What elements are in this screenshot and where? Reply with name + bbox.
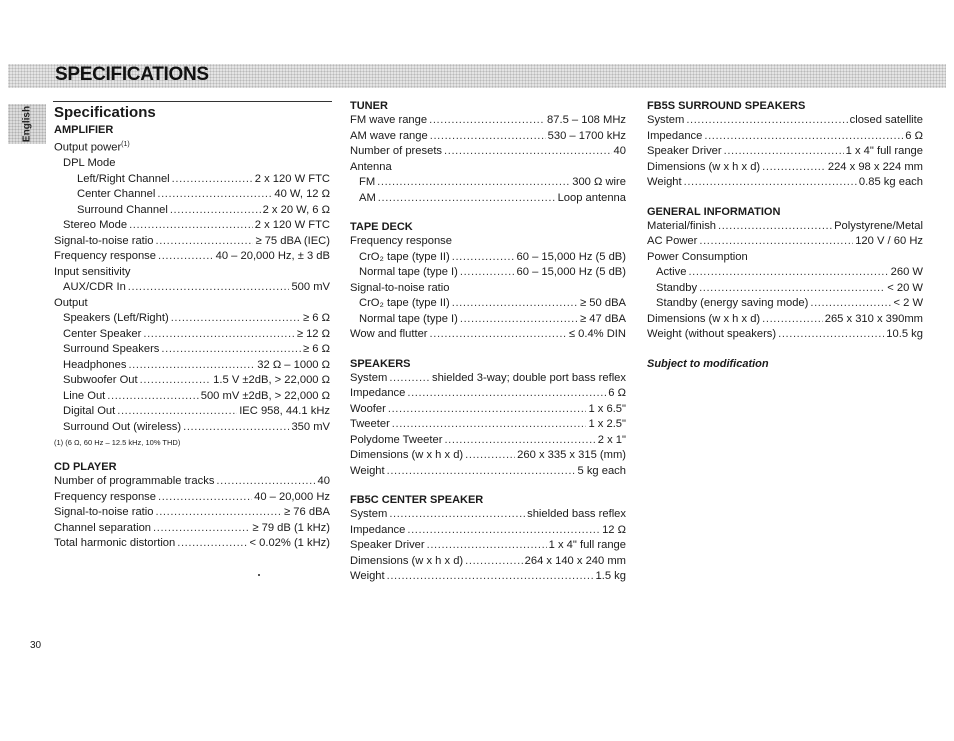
spec-label: System (350, 508, 388, 520)
spec-value: ≥ 6 Ω (303, 312, 330, 325)
spec-value: 87.5 – 108 MHz (547, 114, 626, 126)
spec-value: 2 x 20 W, 6 Ω (262, 203, 330, 216)
spec-label: Surround Channel (77, 203, 168, 216)
dot-leader (107, 389, 198, 405)
spec-label: System (350, 371, 388, 384)
spec-label: Standby (656, 281, 698, 294)
column-2 (350, 99, 626, 585)
spec-label: CrO₂ tape (type II) (359, 297, 450, 309)
spec-row-tweeter (350, 417, 626, 433)
spec-label: Speaker Driver (350, 539, 425, 551)
spec-row-tracks (54, 474, 330, 490)
spec-row-center-weight (350, 569, 626, 585)
spec-value: 260 x 335 x 315 (mm) (517, 449, 626, 461)
spec-row-speakers-lr (54, 311, 330, 327)
spec-value: ≥ 76 dBA (284, 506, 330, 519)
spec-row-frequency (54, 249, 330, 265)
spec-value: shielded 3-way; double port bass reflex (431, 371, 626, 384)
dot-leader (161, 342, 301, 358)
spec-row-ac-power (647, 234, 923, 250)
dot-leader (378, 191, 556, 207)
spec-value: 1.5 V ±2dB, > 22,000 Ω (213, 374, 330, 387)
spec-value: 260 W (890, 266, 923, 278)
spec-value: Loop antenna (557, 191, 626, 204)
spec-label: Total harmonic distortion (54, 537, 176, 550)
dot-leader (128, 280, 290, 296)
spec-row-line-out (54, 389, 330, 405)
spec-row-center-speaker (54, 327, 330, 343)
spec-value: 5 kg each (577, 464, 626, 477)
spec-label: Speaker Driver (647, 145, 722, 157)
spec-label: Signal-to-noise ratio (54, 506, 154, 519)
spec-label: Wow and flutter (350, 328, 428, 340)
dot-leader (128, 358, 255, 374)
spec-value: < 2 W (893, 297, 923, 309)
dot-leader (778, 327, 884, 343)
dot-leader (389, 507, 525, 523)
spec-value: 300 Ω wire (572, 176, 626, 188)
modification-note: Subject to modification (647, 357, 769, 370)
spec-value: shielded bass reflex (527, 508, 626, 520)
spec-row-polydome (350, 433, 626, 449)
dot-leader (429, 113, 545, 129)
dot-leader (460, 312, 578, 328)
spec-label: Center Speaker (63, 327, 142, 340)
spec-value: 6 Ω (608, 387, 626, 399)
spec-row-am-antenna (350, 191, 626, 207)
dot-leader (392, 417, 587, 433)
dot-leader (699, 234, 853, 250)
spec-row-surround-channel (54, 203, 330, 219)
spec-row-speaker-impedance (350, 386, 626, 402)
spec-value: 530 – 1700 kHz (547, 129, 626, 142)
spec-row-surround-driver (647, 144, 923, 160)
spec-row-center-impedance (350, 523, 626, 539)
dot-leader (704, 129, 903, 145)
spec-row-am-range (350, 129, 626, 145)
spec-label: Number of programmable tracks (54, 475, 215, 488)
spec-row-standby (647, 281, 923, 297)
spec-value: closed satellite (849, 114, 923, 126)
spec-row-surround-speakers (54, 342, 330, 358)
spec-label: Headphones (63, 358, 127, 371)
spec-label: AUX/CDR In (63, 281, 126, 294)
spec-label: Woofer (350, 402, 386, 415)
spec-value: 120 V / 60 Hz (855, 235, 923, 247)
general-info-heading: GENERAL INFORMATION (647, 205, 781, 218)
spec-row-subwoofer (54, 373, 330, 389)
spec-label: FM wave range (350, 114, 428, 126)
dot-leader (143, 327, 294, 343)
spec-row-center-system (350, 507, 626, 523)
spec-row-center-driver (350, 538, 626, 554)
spec-row-surround-weight (647, 175, 923, 191)
section-gap (350, 343, 626, 357)
spec-row-speaker-system (350, 371, 626, 387)
column-3 (647, 99, 923, 372)
spec-label: AC Power (647, 235, 698, 247)
dot-leader (810, 296, 891, 312)
dot-leader (158, 490, 252, 506)
spec-value: 1.5 kg (595, 570, 626, 582)
spec-row-active (647, 265, 923, 281)
dot-leader (158, 249, 214, 265)
spec-value: 40 – 20,000 Hz, ± 3 dB (215, 250, 330, 263)
spec-value: ≥ 47 dBA (580, 312, 626, 325)
heading-rule (53, 101, 332, 102)
cd-player-heading: CD PLAYER (54, 461, 117, 474)
section-gap (647, 343, 923, 357)
spec-label: Surround Out (wireless) (63, 420, 182, 433)
spec-value: 12 Ω (602, 523, 626, 536)
spec-label: Stereo Mode (63, 219, 128, 232)
column-1 (54, 103, 330, 552)
spec-label: AM (359, 191, 376, 204)
spec-value: ≥ 79 dB (1 kHz) (252, 521, 330, 534)
spec-row-fm-antenna (350, 175, 626, 191)
dot-leader (117, 404, 237, 420)
input-sensitivity-label: Input sensitivity (54, 265, 131, 278)
spec-label: Material/finish (647, 219, 717, 232)
dot-leader (460, 265, 515, 281)
page-heading: Specifications (54, 104, 156, 121)
dot-leader (699, 281, 885, 297)
spec-value: IEC 958, 44.1 kHz (239, 405, 330, 418)
stray-dot (258, 574, 260, 576)
dot-leader (684, 175, 857, 191)
dot-leader (170, 203, 261, 219)
spec-value: 10.5 kg (886, 328, 923, 340)
spec-value: < 0.02% (1 kHz) (249, 537, 330, 550)
output-power-label (54, 137, 330, 156)
dot-leader (389, 371, 430, 387)
dot-leader (762, 160, 826, 176)
dot-leader (718, 219, 832, 235)
spec-label: Impedance (647, 129, 703, 142)
spec-value: 500 mV (291, 281, 330, 294)
dot-leader (444, 144, 612, 160)
spec-row-presets (350, 144, 626, 160)
spec-row-general-dimensions (647, 312, 923, 328)
spec-row-digital-out (54, 404, 330, 420)
spec-row-cro2-frequency (350, 250, 626, 266)
page-number: 30 (30, 640, 42, 651)
power-consumption-label: Power Consumption (647, 250, 748, 263)
spec-value: 1 x 4" full range (845, 145, 923, 157)
footnote: (1) (6 Ω, 60 Hz – 12.5 kHz, 10% THD) (54, 438, 181, 448)
spec-row-material (647, 219, 923, 235)
spec-value: ≤ 0.4% DIN (568, 328, 626, 340)
output-power-text: Output power (54, 141, 122, 154)
spec-label: Channel separation (54, 521, 152, 534)
spec-row-center-channel (54, 187, 330, 203)
dot-leader (156, 505, 283, 521)
dot-leader (177, 536, 247, 552)
dot-leader (153, 521, 250, 537)
dot-leader (430, 129, 546, 145)
dot-leader (156, 234, 254, 250)
spec-label: Weight (without speakers) (647, 328, 777, 340)
center-speaker-heading: FB5C CENTER SPEAKER (350, 494, 484, 506)
dot-leader (140, 373, 212, 389)
spec-value: 32 Ω – 1000 Ω (257, 358, 330, 371)
spec-value: 350 mV (291, 420, 330, 433)
spec-row-speaker-weight (350, 464, 626, 480)
dot-leader (172, 172, 253, 188)
spec-row-center-dimensions (350, 554, 626, 570)
spec-value: 0.85 kg each (858, 176, 923, 188)
dot-leader (465, 448, 515, 464)
dot-leader (688, 265, 888, 281)
spec-row-headphones (54, 358, 330, 374)
spec-label: FM (359, 176, 376, 188)
dot-leader (430, 327, 567, 343)
tape-deck-heading: TAPE DECK (350, 221, 413, 233)
dot-leader (465, 554, 522, 570)
spec-value: < 20 W (887, 281, 923, 294)
spec-row-aux (54, 280, 330, 296)
spec-row-standby-eco (647, 296, 923, 312)
spec-label: Frequency response (54, 250, 156, 263)
spec-label: Dimensions (w x h x d) (647, 160, 761, 173)
spec-row-cd-frequency (54, 490, 330, 506)
dot-leader (157, 187, 272, 203)
dpl-mode-label: DPL Mode (63, 157, 116, 170)
spec-label: Standby (energy saving mode) (656, 297, 809, 309)
dot-leader (407, 523, 600, 539)
tape-frequency-label: Frequency response (350, 235, 452, 247)
spec-row-thd (54, 536, 330, 552)
spec-row-snr (54, 234, 330, 250)
spec-value: 500 mV ±2dB, > 22,000 Ω (200, 389, 330, 402)
spec-row-cro2-snr (350, 296, 626, 312)
antenna-label: Antenna (350, 160, 392, 173)
spec-value: Polystyrene/Metal (834, 219, 923, 232)
spec-label: Normal tape (type I) (359, 312, 458, 325)
spec-value: 40 (613, 145, 626, 157)
spec-value: 264 x 140 x 240 mm (524, 554, 626, 567)
language-tab-label: English (21, 105, 33, 143)
spec-label: Subwoofer Out (63, 374, 138, 387)
dot-leader (387, 464, 576, 480)
spec-value: 60 – 15,000 Hz (5 dB) (516, 250, 626, 263)
spec-label: Left/Right Channel (77, 172, 170, 185)
dot-leader (724, 144, 844, 160)
amplifier-heading: AMPLIFIER (54, 124, 114, 136)
spec-label: Dimensions (w x h x d) (350, 554, 464, 567)
spec-value: 40 – 20,000 Hz (254, 490, 330, 503)
spec-label: Polydome Tweeter (350, 433, 443, 446)
dot-leader (387, 569, 594, 585)
spec-value: ≥ 75 dBA (IEC) (255, 234, 330, 247)
spec-value: 1 x 4" full range (548, 539, 626, 551)
spec-label: Line Out (63, 389, 106, 402)
spec-label: Signal-to-noise ratio (54, 234, 154, 247)
dot-leader (452, 250, 515, 266)
dot-leader (444, 433, 595, 449)
spec-row-surround-wireless (54, 420, 330, 436)
spec-value: 1 x 6.5" (588, 402, 626, 415)
spec-label: Impedance (350, 387, 406, 399)
dot-leader (762, 312, 823, 328)
spec-label: Impedance (350, 523, 406, 536)
spec-value: ≥ 12 Ω (296, 327, 330, 340)
dot-leader (171, 311, 301, 327)
spec-value: 6 Ω (905, 129, 923, 142)
spec-label: Active (656, 266, 687, 278)
spec-value: 2 x 1" (597, 433, 626, 446)
spec-row-general-weight (647, 327, 923, 343)
spec-row-speaker-dimensions (350, 448, 626, 464)
spec-value: 2 x 120 W FTC (254, 172, 330, 185)
spec-label: Weight (350, 570, 385, 582)
spec-row-cd-snr (54, 505, 330, 521)
dot-leader (388, 402, 587, 418)
section-gap (54, 450, 330, 460)
section-gap (350, 479, 626, 493)
spec-row-channel-separation (54, 521, 330, 537)
spec-label: CrO₂ tape (type II) (359, 250, 450, 263)
spec-label: Weight (647, 176, 682, 188)
spec-label: Surround Speakers (63, 343, 160, 356)
banner-title: SPECIFICATIONS (55, 64, 209, 85)
output-label: Output (54, 296, 88, 309)
spec-label: AM wave range (350, 129, 428, 142)
spec-row-stereo-mode (54, 218, 330, 234)
spec-label: Dimensions (w x h x d) (350, 449, 464, 461)
spec-label: Tweeter (350, 418, 390, 430)
spec-label: Weight (350, 464, 385, 477)
spec-row-left-right (54, 172, 330, 188)
spec-value: ≥ 50 dBA (580, 297, 626, 309)
spec-row-surround-dimensions (647, 160, 923, 176)
spec-row-surround-impedance (647, 129, 923, 145)
dot-leader (183, 420, 289, 436)
dot-leader (427, 538, 547, 554)
spec-label: Digital Out (63, 405, 116, 418)
tape-snr-label: Signal-to-noise ratio (350, 281, 450, 294)
spec-label: Number of presets (350, 145, 443, 157)
spec-row-normal-snr (350, 312, 626, 328)
spec-value: 40 W, 12 Ω (274, 188, 330, 201)
speakers-heading: SPEAKERS (350, 357, 411, 370)
spec-value: 2 x 120 W FTC (254, 219, 330, 232)
dot-leader (407, 386, 606, 402)
output-power-footnote-ref: (1) (121, 141, 130, 148)
dot-leader (686, 113, 847, 129)
spec-row-normal-frequency (350, 265, 626, 281)
spec-value: 40 (317, 475, 330, 488)
dot-leader (452, 296, 578, 312)
surround-speakers-heading: FB5S SURROUND SPEAKERS (647, 100, 806, 112)
spec-row-surround-system (647, 113, 923, 129)
spec-value: ≥ 6 Ω (303, 343, 330, 356)
spec-row-woofer (350, 402, 626, 418)
spec-label: Frequency response (54, 490, 156, 503)
spec-label: Dimensions (w x h x d) (647, 312, 761, 325)
spec-value: 1 x 2.5" (588, 418, 626, 430)
spec-label: Speakers (Left/Right) (63, 312, 169, 325)
tuner-heading: TUNER (350, 100, 388, 112)
spec-label: Center Channel (77, 188, 156, 201)
spec-row-fm-range (350, 113, 626, 129)
section-gap (350, 206, 626, 220)
spec-value: 224 x 98 x 224 mm (827, 160, 923, 173)
spec-row-wow-flutter (350, 327, 626, 343)
dot-leader (216, 474, 315, 490)
dot-leader (377, 175, 570, 191)
dot-leader (129, 218, 253, 234)
spec-value: 265 x 310 x 390mm (824, 312, 923, 325)
section-gap (647, 191, 923, 205)
spec-label: Normal tape (type I) (359, 266, 458, 278)
spec-value: 60 – 15,000 Hz (5 dB) (516, 266, 626, 278)
spec-label: System (647, 114, 685, 126)
